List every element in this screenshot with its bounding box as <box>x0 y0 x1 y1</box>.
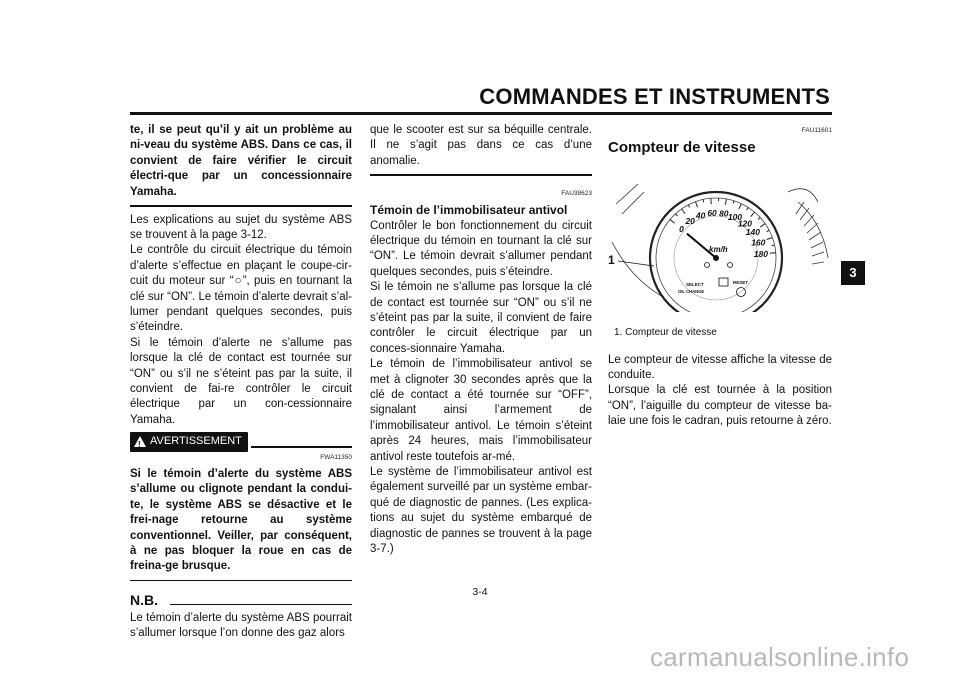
reset-label: RESET <box>733 279 749 285</box>
speed-tick-label: 60 <box>707 207 717 218</box>
column-1 <box>130 123 352 642</box>
immobilizer-check-paragraph: Contrôler le bon fonctionnement du circuit électrique du témoin en tournant la clé sur “ON”. Le témoin devrait s’allumer pendant quelques secondes, puis s’éteindre. <box>370 219 592 278</box>
speed-tick-label: 120 <box>737 218 753 229</box>
abs-ref-paragraph: Les explications au sujet du système ABS se trouvent à la page 3-12. <box>130 213 352 241</box>
watermark: carmanualsonline.info <box>650 642 910 672</box>
section-code: FAU11601 <box>801 127 832 134</box>
speed-unit-label: km/h <box>709 244 728 254</box>
speed-tick-label: 100 <box>727 212 743 223</box>
speedometer-paragraph-2: Lorsque la clé est tournée à la position “ON”, l’aiguille du compteur de vitesse ba-laie une fois le cadran, puis retourne à zéro. <box>608 384 832 428</box>
immobilizer-fail-paragraph: Si le témoin ne s’allume pas lorsque la clé de contact est tournée sur “ON” ou s’il ne s’éteint pas par la suite, il convient de faire contrôler le circuit électrique par un conces-sionnaire Yamaha. <box>370 281 592 355</box>
speed-minor-tick <box>703 199 704 202</box>
warning-badge <box>130 432 248 451</box>
speedometer-figure <box>608 162 832 312</box>
abs-check-paragraph: Le contrôle du circuit électrique du témoin d’alerte s’effectue en plaçant le coupe-cir-cuit du moteur sur “○”, puis en tournant la clé sur “ON”. Le témoin d’alerte devrait s’al-lumer pendant quelques secondes, puis s’éteindre. <box>130 244 352 334</box>
tachometer-bars-icon <box>796 202 824 264</box>
speed-tick-label: 40 <box>695 210 706 221</box>
figure-caption: 1. Compteur de vitesse <box>614 327 717 339</box>
warning-end-rule <box>130 580 352 582</box>
warning-text: Si le témoin d’alerte du système ABS s’allume ou clignote pendant la condui-te, le système ABS se désactive et le frei-nage retourne au système conventionnel. Veiller, par conséquent, à ne pas bloquer la roue en cas de freina-ge brusque. <box>130 468 352 573</box>
speedometer-heading: Compteur de vitesse <box>608 139 756 157</box>
warning-rule <box>251 446 352 448</box>
nb-header <box>130 593 352 608</box>
speed-tick <box>770 253 776 254</box>
immobilizer-blink-paragraph: Le témoin de l’immobilisateur antivol se met à clignoter 30 secondes après que la clé de contact a été tournée sur “OFF”, signalant ainsi l’armement de l’immobilisateur antivol. Le témoin s’éteint après 24 heures, mais l’immobilisateur antivol reste toutefois ar-mé. <box>370 358 592 463</box>
select-label: SELECT <box>686 281 704 287</box>
oil-change-label: OIL CHANGE <box>678 288 705 294</box>
speed-tick-label: 180 <box>753 248 768 259</box>
scooter-paragraph: que le scooter est sur sa béquille centrale. Il ne s’agit pas dans ce cas d’une anomalie. <box>370 124 592 167</box>
header-rule <box>130 112 832 115</box>
nb-text: Le témoin d’alerte du système ABS pourrait s’allumer lorsque l’on donne des gaz alors <box>130 611 352 640</box>
speed-tick-label: 80 <box>719 208 729 219</box>
warning-code: FWA11350 <box>320 453 352 461</box>
section-code: FAU38623 <box>561 189 592 197</box>
speed-minor-tick <box>772 245 775 246</box>
speed-tick <box>711 198 712 204</box>
nb-rule <box>170 604 352 605</box>
callout-number: 1 <box>608 252 615 267</box>
immobilizer-diagnostic-paragraph: Le système de l’immobilisateur antivol est également surveillé par un système embar-qué de diagnostic de pannes. (Les explica-tions au sujet du système embarqué de diagnostic de pannes se trouvent à la page 3-7.) <box>370 466 592 556</box>
column-3 <box>608 123 832 430</box>
immobilizer-heading: Témoin de l’immobilisateur antivol <box>370 203 568 218</box>
speedometer-dial <box>650 192 782 312</box>
nb-title: N.B. <box>130 592 158 609</box>
speed-tick-label: 160 <box>751 237 766 248</box>
callout-line <box>618 261 654 266</box>
page-header-title: COMMANDES ET INSTRUMENTS <box>479 84 830 109</box>
page-number: 3-4 <box>472 586 488 598</box>
section-rule <box>370 174 592 176</box>
column-2 <box>370 123 592 557</box>
warning-triangle-icon: ! <box>134 436 146 447</box>
chapter-tab[interactable]: 3 <box>841 261 865 285</box>
abs-fail-paragraph: Si le témoin d’alerte ne s’allume pas lorsque la clé de contact est tournée sur “ON” ou s’il ne s’éteint pas par la suite, il convient de fai-re contrôler le circuit électrique par un con-cessionnaire Yamaha. <box>130 336 352 426</box>
speed-tick-label: 0 <box>679 223 684 234</box>
abs-intro-bold: te, il se peut qu’il y ait un problème au ni-veau du système ABS. Dans ce cas, il convient de faire vérifier le circuit électri-que par un concessionnaire Yamaha. <box>130 124 352 198</box>
speed-tick-label: 140 <box>745 227 760 238</box>
warning-label: AVERTISSEMENT <box>150 435 242 448</box>
speed-tick-label: 20 <box>685 215 695 226</box>
section-rule <box>130 205 352 207</box>
needle-hub <box>713 255 719 261</box>
speedometer-paragraph-1: Le compteur de vitesse affiche la vitesse de conduite. <box>608 353 832 382</box>
